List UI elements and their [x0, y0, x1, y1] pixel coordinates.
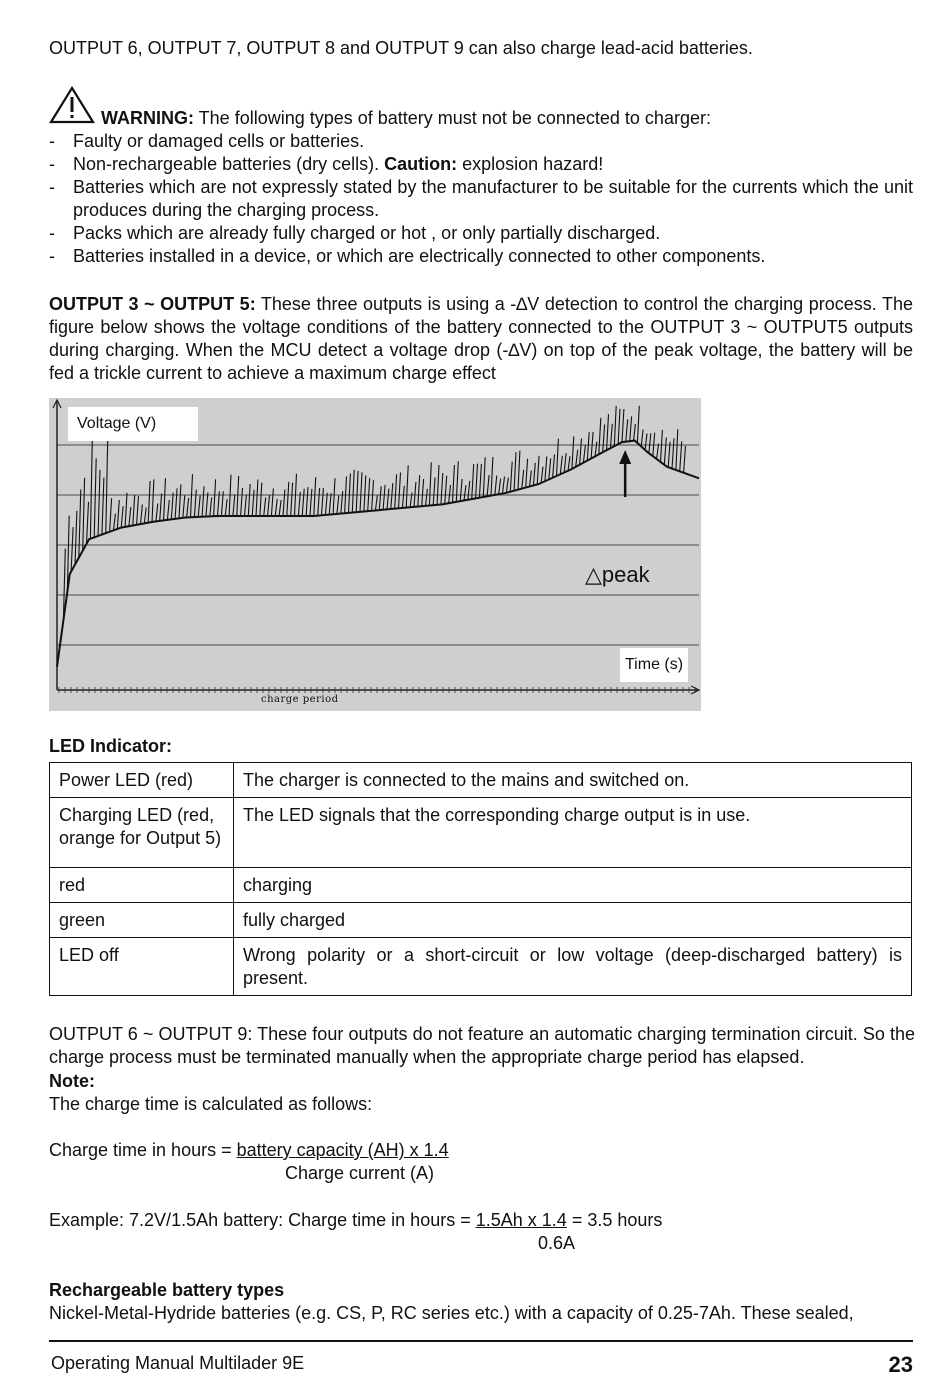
- chart-x-caption: charge period: [261, 694, 339, 705]
- formula-numerator: battery capacity (AH) x 1.4: [236, 1140, 449, 1160]
- footer-title: Operating Manual Multilader 9E: [51, 1353, 305, 1373]
- output69-paragraph: OUTPUT 6 ~ OUTPUT 9: These four outputs do not feature an automatic charging termination circuit. So the charge process must be terminated manually when the appropriate charge period has elapsed.: [49, 1024, 915, 1067]
- warning-triangle-icon: [49, 86, 95, 124]
- warning-text: The following types of battery must not be connected to charger:: [194, 108, 711, 128]
- list-item: - Non-rechargeable batteries (dry cells). Caution: explosion hazard!: [49, 153, 913, 176]
- list-item: - Batteries installed in a device, or which are electrically connected to other components.: [49, 245, 913, 268]
- list-item: - Batteries which are not expressly stated by the manufacturer to be suitable for the currents which the unit produces during the charging process.: [49, 176, 913, 222]
- note-text: The charge time is calculated as follows:: [49, 1094, 373, 1114]
- note-label: Note:: [49, 1071, 95, 1091]
- list-item: - Packs which are already fully charged or hot , or only partially discharged.: [49, 222, 913, 245]
- warning-heading: [101, 107, 711, 130]
- rechargeable-heading: Rechargeable battery types: [49, 1280, 285, 1300]
- warning-list: [49, 130, 913, 268]
- output35-label: OUTPUT 3 ~ OUTPUT 5:: [49, 294, 256, 314]
- table-row: red charging: [50, 868, 912, 903]
- list-item: - Faulty or damaged cells or batteries.: [49, 130, 913, 153]
- example-denominator: 0.6A: [538, 1233, 576, 1253]
- output35-paragraph: [49, 293, 913, 385]
- warning-label: WARNING:: [101, 108, 194, 128]
- example-formula: Example: 7.2V/1.5Ah battery: Charge time in hours = 1.5Ah x 1.4 = 3.5 hours: [49, 1210, 663, 1230]
- led-table-wrap: [49, 762, 912, 996]
- voltage-chart: [49, 398, 701, 711]
- rechargeable-text: Nickel-Metal-Hydride batteries (e.g. CS, P, RC series etc.) with a capacity of 0.25-7Ah. These sealed,: [49, 1303, 854, 1323]
- footer-rule: [49, 1340, 913, 1342]
- table-row: LED off Wrong polarity or a short-circuit or low voltage (deep-discharged battery) is present.: [50, 938, 912, 996]
- example-numerator: 1.5Ah x 1.4: [475, 1210, 567, 1230]
- chart-peak-annotation: △peak: [585, 562, 650, 587]
- charge-time-formula: Charge time in hours = battery capacity (AH) x 1.4: [49, 1140, 449, 1160]
- led-heading: LED Indicator:: [49, 736, 173, 756]
- intro-text: OUTPUT 6, OUTPUT 7, OUTPUT 8 and OUTPUT 9 can also charge lead-acid batteries.: [49, 38, 753, 58]
- chart-canvas: [49, 398, 701, 711]
- table-row: green fully charged: [50, 903, 912, 938]
- output35-text: These three outputs is using a -∆V detection to control the charging process. The figure below shows the voltage conditions of the battery connected to the OUTPUT 3 ~ OUTPUT5 outputs during charging. When the MCU detect a voltage drop (-∆V) on top of the peak voltage, the battery will be fed a trickle current to achieve a maximum charge effect: [49, 294, 913, 383]
- chart-xlabel: Time (s): [620, 648, 688, 682]
- page-number: 23: [888, 1352, 913, 1377]
- table-row: Power LED (red) The charger is connected to the mains and switched on.: [50, 763, 912, 798]
- chart-ylabel: Voltage (V): [68, 407, 198, 441]
- led-table: [49, 762, 912, 996]
- formula-denominator: Charge current (A): [285, 1163, 435, 1183]
- table-row: Charging LED (red, orange for Output 5) The LED signals that the corresponding charge output is in use.: [50, 798, 912, 868]
